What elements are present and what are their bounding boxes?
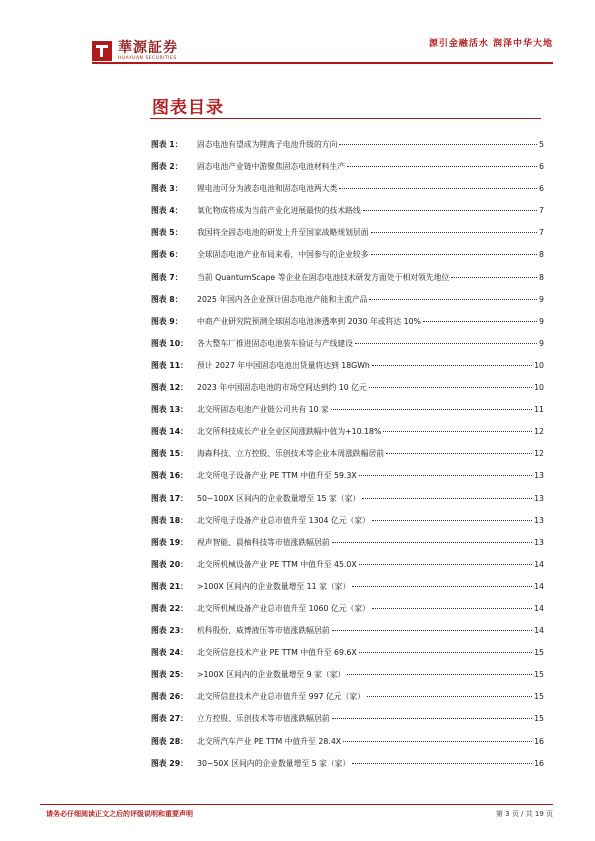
toc-entry[interactable] [151,581,544,603]
toc-entry-page: 14 [534,603,544,613]
toc-entry[interactable] [151,272,544,294]
toc-entry[interactable] [151,294,544,316]
toc-entry-label: 图表 12： [151,383,188,393]
toc-entry-page: 15 [534,670,544,680]
toc-entry[interactable] [151,448,544,470]
toc-entry-label: 图表 7： [151,272,183,282]
toc-entry[interactable] [151,559,544,581]
toc-entry[interactable] [151,139,544,161]
toc-leader-dots [359,652,532,653]
toc-entry-page: 15 [534,692,544,702]
company-logo [92,40,178,62]
toc-entry-label: 图表 6： [151,250,183,260]
toc-entry-label: 图表 23： [151,626,188,636]
figure-toc-list [151,139,544,780]
toc-leader-dots [355,343,537,344]
toc-leader-dots [339,144,537,145]
toc-entry[interactable] [151,338,544,360]
footer-disclaimer: 请务必仔细阅读正文之后的评级说明和重要声明 [46,810,193,818]
toc-entry-title: 北交所汽车产业 PE TTM 中值升至 28.4X [197,736,342,746]
toc-leader-dots [359,564,532,565]
toc-entry-label: 图表 19： [151,537,188,547]
toc-entry[interactable] [151,382,544,404]
toc-entry-title: 2023 年中国固态电池的市场空间达到约 10 亿元 [197,383,367,393]
toc-entry-title: 30~50X 区间内的企业数量增至 5 家（家） [197,758,351,768]
toc-entry-page: 16 [534,758,544,768]
toc-leader-dots [347,674,532,675]
header-slogan: 源引金融活水 润泽中华大地 [428,39,553,49]
toc-entry[interactable] [151,470,544,492]
toc-entry-title: 视声智能、晨柚科技等市值涨跌幅居前 [197,537,330,547]
toc-entry-title: 北交所电子设备产业总市值升至 1304 亿元（家） [197,515,370,525]
toc-leader-dots [372,608,532,609]
toc-entry[interactable] [151,515,544,537]
toc-entry[interactable] [151,647,544,669]
toc-leader-dots [371,254,538,255]
logo-text [118,41,178,62]
toc-entry-title: 北交所电子设备产业 PE TTM 中值升至 59.3X [197,471,357,481]
toc-entry-page: 12 [534,427,544,437]
toc-entry-title: 我国将全固态电池的研发上升至国家战略规划层面 [197,228,369,238]
toc-entry-title: 50~100X 区间内的企业数量增至 15 家（家） [197,493,361,503]
toc-leader-dots [343,741,532,742]
toc-entry-label: 图表 10： [151,338,188,348]
toc-entry-title: 预计 2027 年中国固态电池出货量将达到 18GWh [197,360,370,370]
toc-entry-title: 锂电池可分为液态电池和固态电池两大类 [197,184,338,194]
toc-entry-title: 全球固态电池产业布局来看，中国参与的企业较多 [197,250,369,260]
toc-entry-title: 2025 年国内各企业预计固态电池产能和主流产品 [197,294,368,304]
toc-entry-page: 11 [534,405,544,415]
toc-entry[interactable] [151,183,544,205]
toc-entry-title: 北交所固态电池产业链公司共有 10 家 [197,405,329,415]
toc-entry-label: 图表 2： [151,162,183,172]
toc-leader-dots [352,586,532,587]
toc-entry-page: 15 [534,714,544,724]
toc-leader-dots [359,475,532,476]
toc-entry[interactable] [151,736,544,758]
toc-entry-title: 北交所信息技术产业总市值升至 997 亿元（家） [197,692,365,702]
toc-leader-dots [367,696,532,697]
toc-entry-label: 图表 17： [151,493,188,503]
logo-en: HUAYUAN SECURITIES [118,55,177,61]
toc-entry-label: 图表 26： [151,692,188,702]
toc-entry-page: 6 [539,162,544,172]
toc-entry-page: 5 [539,140,544,149]
toc-entry[interactable] [151,758,544,780]
toc-entry-label: 图表 15： [151,449,188,459]
toc-entry-page: 7 [539,206,544,216]
toc-leader-dots [352,763,532,764]
toc-entry-page: 8 [539,250,544,260]
page-header [0,0,595,64]
toc-leader-dots [363,210,537,211]
toc-entry-title: 北交所科技成长产业全业区间涨跌幅中值为+10.18% [197,427,382,437]
toc-entry-page: 9 [539,294,544,304]
toc-entry-label: 图表 18： [151,515,188,525]
toc-entry-title: 当前 QuantumScape 等企业在固态电池技术研发方面处于相对领先地位 [197,272,450,282]
toc-entry-page: 10 [534,383,544,393]
toc-entry-title: 北交所机械设备产业 PE TTM 中值升至 45.0X [197,559,357,569]
toc-leader-dots [332,542,533,543]
toc-entry[interactable] [151,360,544,382]
toc-entry-page: 10 [534,360,544,370]
toc-entry-label: 图表 13： [151,405,188,415]
toc-entry-page: 13 [534,515,544,525]
toc-entry-title: 氧化物成将成为当前产业化进展最快的技术路线 [197,206,361,216]
toc-entry-page: 9 [539,316,544,326]
toc-entry-label: 图表 11： [151,360,188,370]
toc-entry-label: 图表 1： [151,140,183,149]
toc-leader-dots [383,431,532,432]
toc-entry-label: 图表 21： [151,581,188,591]
toc-leader-dots [423,321,537,322]
toc-leader-dots [332,630,533,631]
toc-entry-label: 图表 9： [151,316,183,326]
toc-leader-dots [332,718,533,719]
toc-leader-dots [451,277,537,278]
toc-leader-dots [372,520,532,521]
footer-divider [40,804,553,805]
toc-entry-page: 7 [539,228,544,238]
toc-leader-dots [347,166,537,167]
toc-entry[interactable] [151,625,544,647]
toc-entry-title: 北交所信息技术产业 PE TTM 中值升至 69.6X [197,648,357,658]
toc-leader-dots [371,232,538,233]
toc-entry[interactable] [151,537,544,559]
toc-entry-page: 16 [534,736,544,746]
logo-cn: 華源証券 [118,39,178,56]
toc-entry-page: 12 [534,449,544,459]
toc-entry-title: 固态电池产业链中游聚焦固态电池材料生产 [197,162,346,172]
toc-entry[interactable] [151,404,544,426]
toc-entry-page: 13 [534,471,544,481]
toc-entry-label: 图表 16： [151,471,188,481]
toc-entry-page: 14 [534,559,544,569]
toc-entry-title: 各大整车厂推进固态电池装车验证与产线建设 [197,338,353,348]
toc-entry-label: 图表 29： [151,758,188,768]
toc-entry-title: >100X 区间内的企业数量增至 9 家（家） [197,670,346,680]
toc-entry-label: 图表 4： [151,206,183,216]
toc-leader-dots [362,498,532,499]
toc-entry-title: >100X 区间内的企业数量增至 11 家（家） [197,581,351,591]
toc-entry-page: 9 [539,338,544,348]
toc-entry-page: 13 [534,493,544,503]
toc-entry-page: 6 [539,184,544,194]
toc-leader-dots [386,453,532,454]
toc-entry[interactable] [151,691,544,713]
toc-entry-title: 机科股份、威博液压等市值涨跌幅居前 [197,626,330,636]
toc-entry-label: 图表 8： [151,294,183,304]
toc-entry[interactable] [151,205,544,227]
toc-entry-page: 8 [539,272,544,282]
toc-entry-title: 北交所机械设备产业总市值升至 1060 亿元（家） [197,603,370,613]
toc-entry-title: 中商产业研究院预测全球固态电池渗透率到 2030 年或将达 10% [197,316,421,326]
toc-entry[interactable] [151,227,544,249]
title-divider [150,118,541,119]
toc-entry-label: 图表 25： [151,670,188,680]
toc-entry-label: 图表 24： [151,648,188,658]
toc-entry-page: 14 [534,626,544,636]
toc-entry[interactable] [151,161,544,183]
toc-leader-dots [331,409,532,410]
toc-leader-dots [372,365,532,366]
toc-leader-dots [369,387,532,388]
toc-entry[interactable] [151,426,544,448]
toc-entry[interactable] [151,713,544,735]
toc-entry-title: 立方控股、乐创技术等市值涨跌幅居前 [197,714,330,724]
toc-entry[interactable] [151,249,544,271]
toc-entry[interactable] [151,316,544,338]
header-divider [92,62,553,64]
toc-entry-label: 图表 3： [151,184,183,194]
toc-leader-dots [369,299,537,300]
toc-entry[interactable] [151,669,544,691]
logo-mark-icon [92,41,112,61]
toc-entry-label: 图表 27： [151,714,188,724]
toc-entry[interactable] [151,603,544,625]
toc-entry-label: 图表 20： [151,559,188,569]
toc-entry-label: 图表 22： [151,603,188,613]
toc-entry-label: 图表 14： [151,427,188,437]
toc-entry-label: 图表 5： [151,228,183,238]
toc-entry-page: 14 [534,581,544,591]
toc-entry-title: 海森科技、立方控股、乐创技术等企业本周涨跌幅居前 [197,449,385,459]
toc-entry-page: 15 [534,648,544,658]
toc-entry-label: 图表 28： [151,736,188,746]
toc-entry-title: 固态电池有望成为锂离子电池升级的方向 [197,140,338,149]
footer-page-info: 第 3 页 / 共 19 页 [495,810,553,818]
page-title: 图表目录 [152,98,224,118]
toc-entry[interactable] [151,493,544,515]
toc-leader-dots [339,188,537,189]
toc-entry-page: 13 [534,537,544,547]
